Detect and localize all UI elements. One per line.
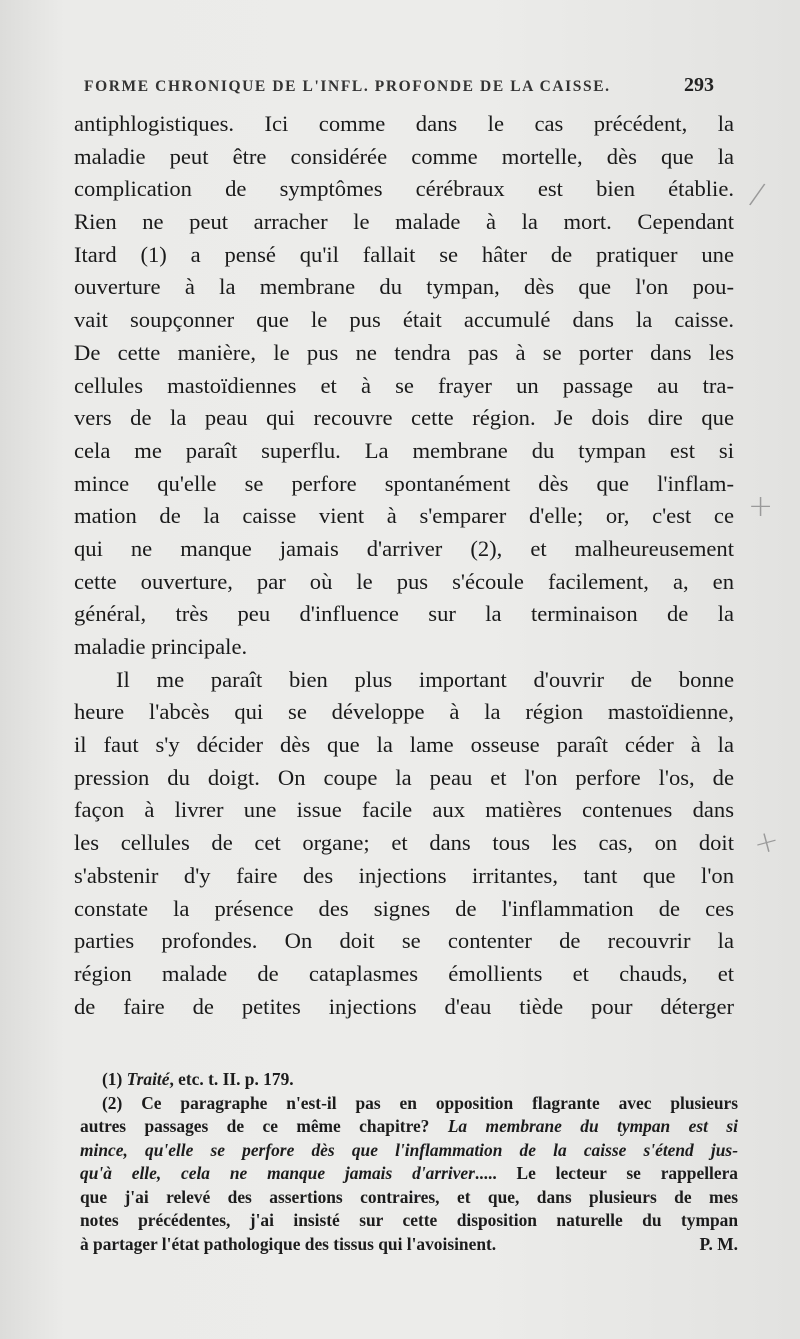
text-line: complication de symptômes cérébraux est bien établie. <box>74 176 734 202</box>
text-line: de faire de petites injections d'eau tiède pour déterger <box>74 993 734 1019</box>
footnote-quote: mince, qu'elle se perfore dès que l'inflammation de la caisse s'étend jus- <box>80 1139 738 1160</box>
text-line: pression du doigt. On coupe la peau et l'on perfore l'os, de <box>74 764 734 790</box>
text-line: Il me paraît bien plus important d'ouvrir de bonne <box>116 666 734 692</box>
text-line: maladie principale. <box>74 634 248 659</box>
text-line: cette ouverture, par où le pus s'écoule facilement, a, en <box>74 568 734 594</box>
footnote-1 <box>102 1068 738 1092</box>
text-line: région malade de cataplasmes émollients et chauds, et <box>74 960 734 986</box>
footnote-marker: (1) <box>102 1069 123 1089</box>
footnote-citation-rest: , etc. t. II. p. 179. <box>169 1069 294 1089</box>
footnote-signature: P. M. <box>699 1233 738 1254</box>
footnote-text: autres passages de ce même chapitre? <box>80 1116 448 1136</box>
margin-slash-mark: / <box>746 176 768 213</box>
text-line: mation de la caisse vient à s'emparer d'elle; or, c'est ce <box>74 503 734 529</box>
text-line: constate la présence des signes de l'inflammation de ces <box>74 895 734 921</box>
footnote-line <box>80 1139 738 1163</box>
text-line: antiphlogistiques. Ici comme dans le cas précédent, la <box>74 111 734 136</box>
text-line: Itard (1) a pensé qu'il fallait se hâter de pratiquer une <box>74 241 734 267</box>
text-line: mince qu'elle se perfore spontanément dès que l'inflam- <box>74 470 734 496</box>
footnote-text: ..... Le lecteur se rappellera <box>474 1163 738 1183</box>
footnote-line: notes précédentes, j'ai insisté sur cette disposition naturelle du tympan <box>80 1210 738 1230</box>
text-line: Rien ne peut arracher le malade à la mort. Cependant <box>74 209 734 235</box>
margin-cross-mark: + <box>749 822 784 863</box>
footnote-marker: (2) <box>102 1092 123 1113</box>
text-line: les cellules de cet organe; et dans tous les cas, on doit <box>74 830 734 856</box>
running-head <box>84 74 714 97</box>
footnote-line: que j'ai relevé des assertions contraires, et que, dans plusieurs de mes <box>80 1186 738 1207</box>
footnote-text: à partager l'état pathologique des tissus qui l'avoisinent. <box>80 1233 497 1254</box>
footnotes <box>80 1068 739 1256</box>
footnote-line <box>102 1092 738 1116</box>
footnote-line <box>102 1068 738 1092</box>
text-line: façon à livrer une issue facile aux matières contenues dans <box>74 797 734 823</box>
text-line: s'abstenir d'y faire des injections irritantes, tant que l'on <box>74 862 734 888</box>
text-line: ouverture à la membrane du tympan, dès que l'on pou- <box>74 274 734 300</box>
footnote-citation-title: Traité <box>126 1069 170 1089</box>
footnote-text: Ce paragraphe n'est-il pas en opposition flagrante avec plusieurs <box>141 1092 739 1113</box>
paragraph-2 <box>74 664 734 1024</box>
footnote-line <box>80 1162 738 1186</box>
footnote-line <box>80 1115 738 1139</box>
text-line: maladie peut être considérée comme mortelle, dès que la <box>74 143 734 169</box>
running-title: FORME CHRONIQUE DE L'INFL. PROFONDE DE LA CAISSE. <box>84 78 611 95</box>
text-line: qui ne manque jamais d'arriver (2), et malheureusement <box>74 535 734 561</box>
text-line: cela me paraît superflu. La membrane du tympan est si <box>74 437 734 463</box>
footnote-2 <box>80 1092 739 1257</box>
paragraph-1 <box>74 108 734 664</box>
text-line: heure l'abcès qui se développe à la région mastoïdienne, <box>74 699 734 725</box>
text-line: parties profondes. On doit se contenter de recouvrir la <box>74 928 734 954</box>
text-line: De cette manière, le pus ne tendra pas à se porter dans les <box>74 339 734 365</box>
text-line: vers de la peau qui recouvre cette région. Je dois dire que <box>74 405 734 431</box>
footnote-line <box>80 1233 738 1257</box>
footnote-quote: qu'à elle, cela ne manque jamais d'arriver <box>80 1163 475 1183</box>
footnote-quote: La membrane du tympan est si <box>447 1116 738 1136</box>
margin-cross-mark: + <box>748 489 774 524</box>
page-number: 293 <box>684 74 714 96</box>
text-line: il faut s'y décider dès que la lame osseuse paraît céder à la <box>74 732 734 758</box>
text-line: général, très peu d'influence sur la terminaison de la <box>74 601 734 627</box>
main-text <box>74 108 734 1023</box>
text-line: cellules mastoïdiennes et à se frayer un passage au tra- <box>74 372 734 398</box>
text-line: vait soupçonner que le pus était accumulé dans la caisse. <box>74 307 734 333</box>
